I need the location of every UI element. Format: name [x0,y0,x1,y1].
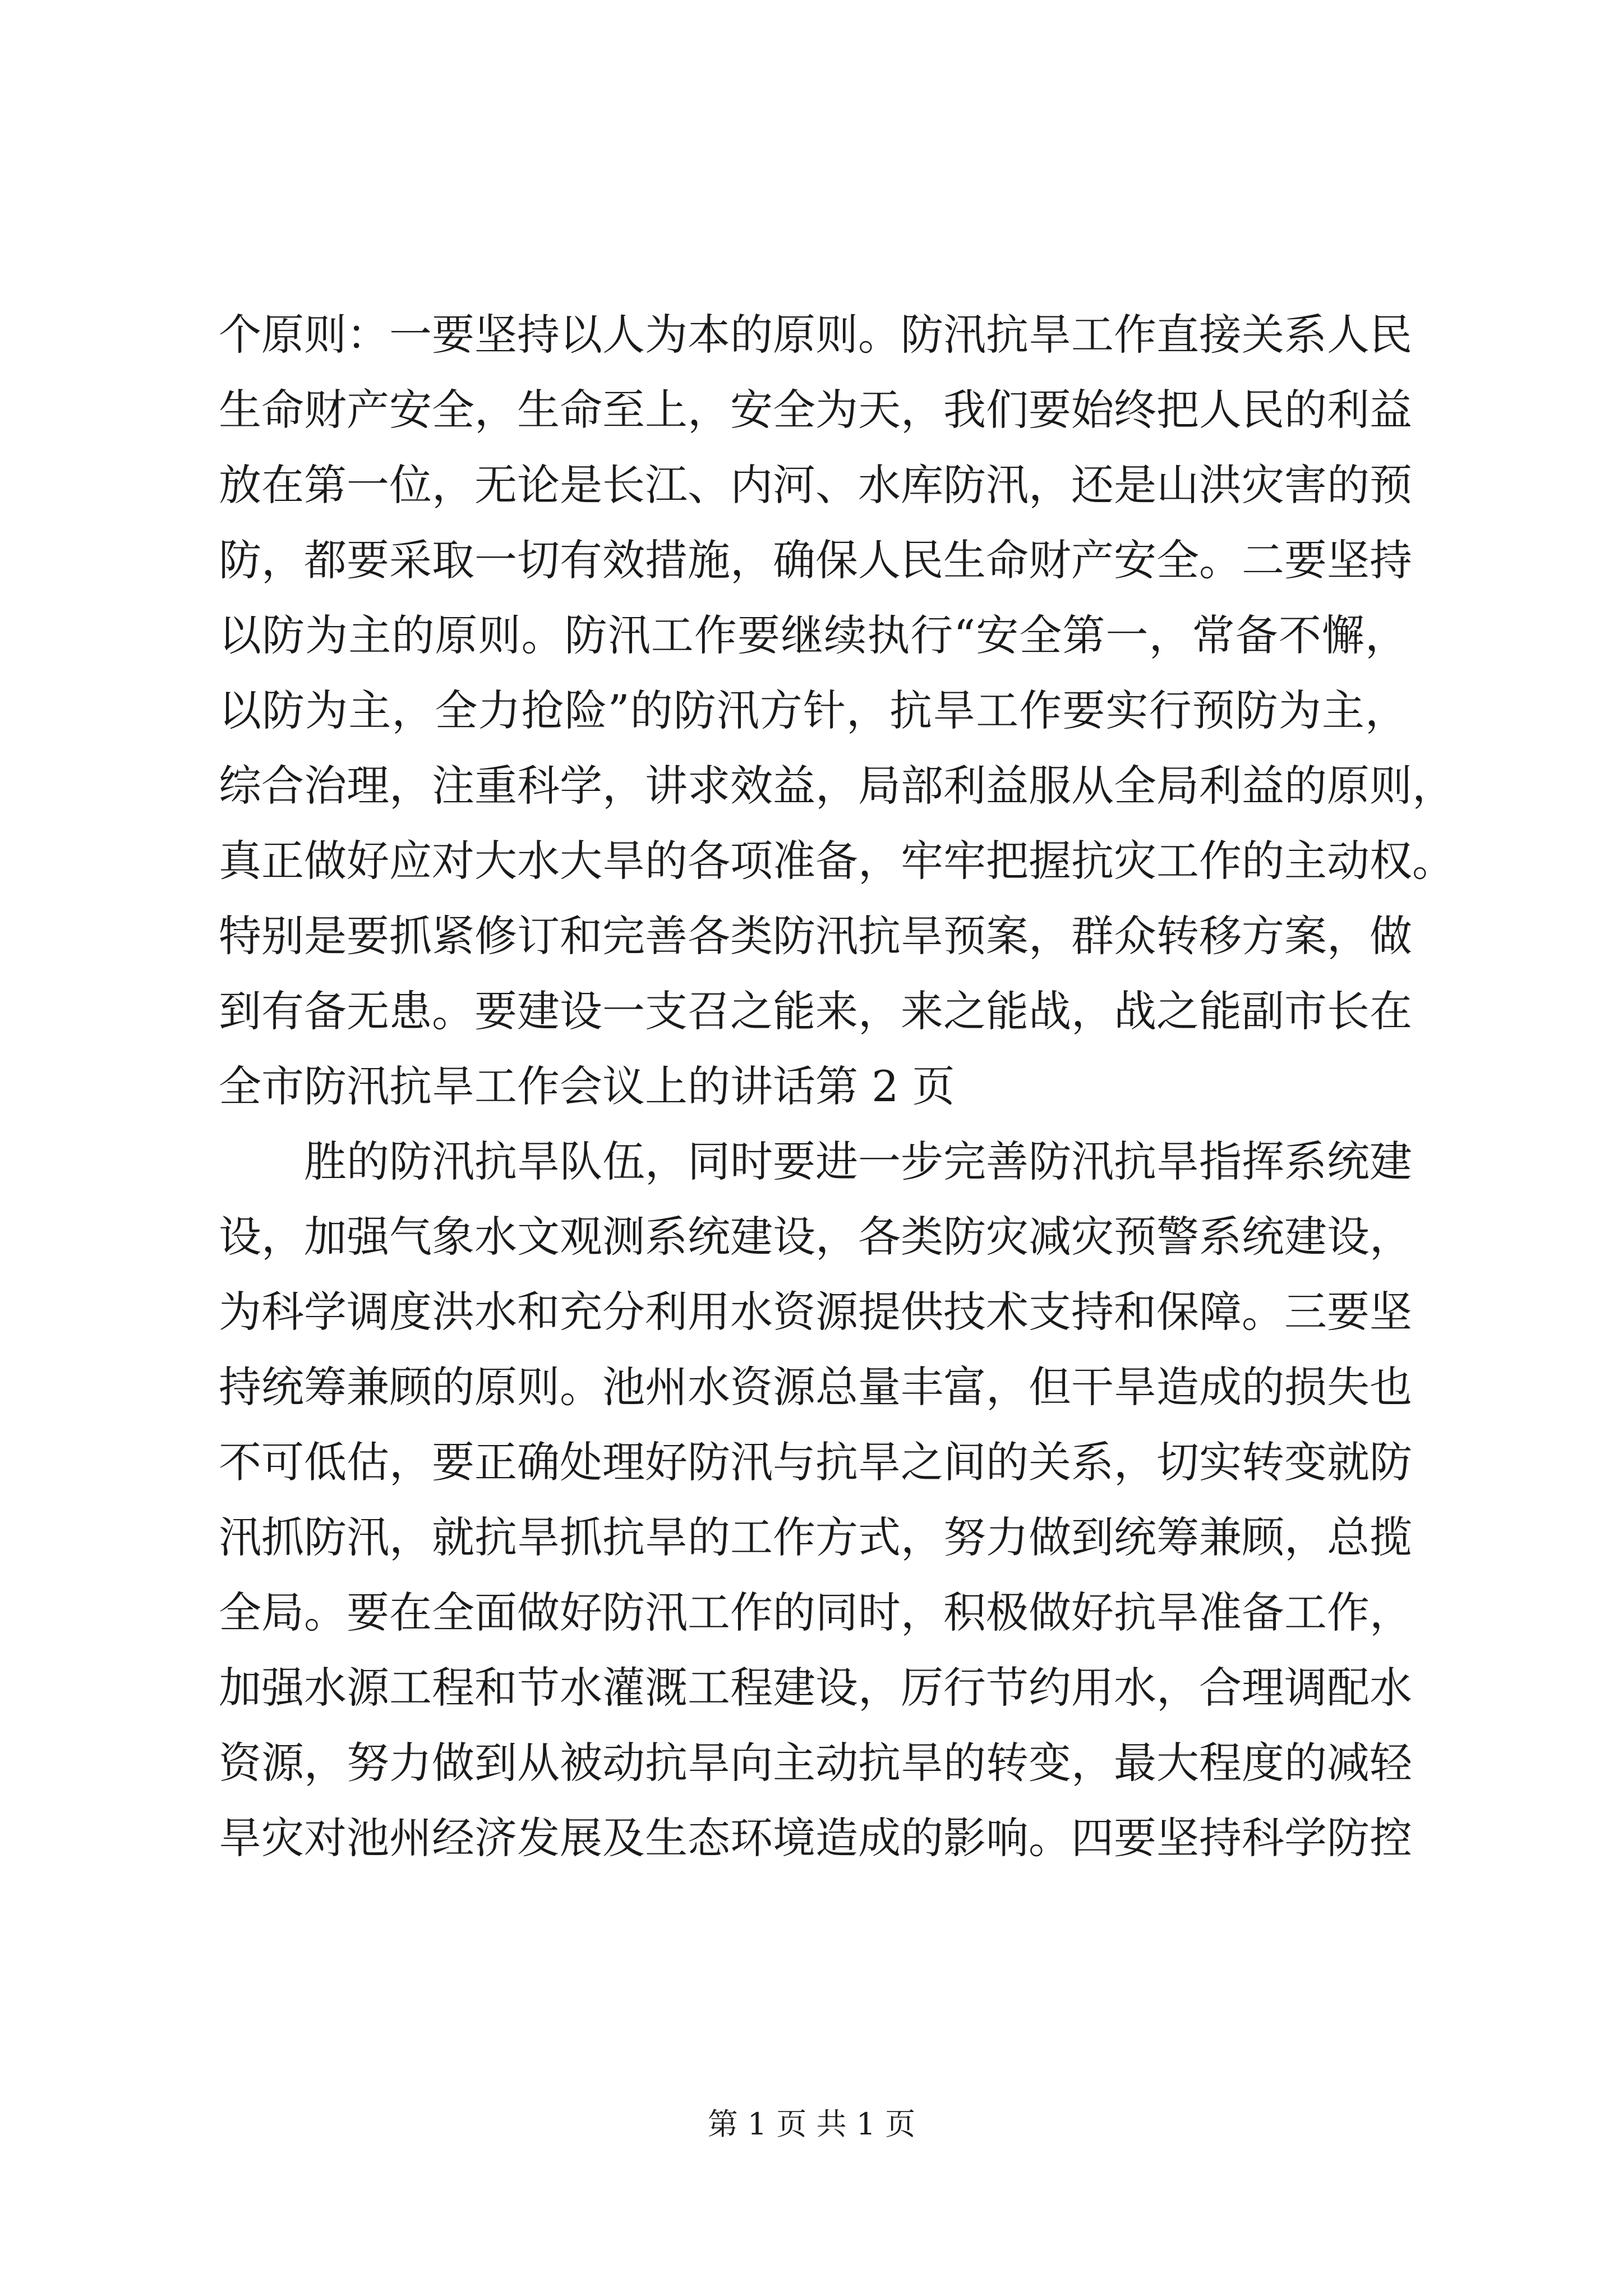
text-line: 真正做好应对大水大旱的各项准备，牢牢把握抗灾工作的主动权。 [219,836,1455,886]
text-line: 个原则：一要坚持以人为本的原则。防汛抗旱工作直接关系人民 [219,310,1412,360]
text-line: 综合治理，注重科学，讲求效益，局部利益服从全局利益的原则， [219,761,1455,811]
text-line: 不可低估，要正确处理好防汛与抗旱之间的关系，切实转变就防 [219,1437,1412,1487]
text-line: 设，加强气象水文观测系统建设，各类防灾减灾预警系统建设， [219,1212,1412,1262]
text-line: 防，都要采取一切有效措施，确保人民生命财产安全。二要坚持 [219,535,1412,585]
text-line: 生命财产安全，生命至上，安全为天，我们要始终把人民的利益 [219,385,1412,435]
text-line: 以防为主，全力抢险”的防汛方针，抗旱工作要实行预防为主， [219,685,1408,735]
text-line: 胜的防汛抗旱队伍，同时要进一步完善防汛抗旱指挥系统建 [304,1137,1412,1186]
text-line: 到有备无患。要建设一支召之能来，来之能战，战之能副市长在 [219,986,1412,1036]
text-line: 持统筹兼顾的原则。池州水资源总量丰富，但干旱造成的损失也 [219,1362,1412,1412]
text-line: 以防为主的原则。防汛工作要继续执行“安全第一，常备不懈， [219,610,1408,660]
text-line: 汛抓防汛，就抗旱抓抗旱的工作方式，努力做到统筹兼顾，总揽 [219,1512,1412,1562]
text-line: 资源，努力做到从被动抗旱向主动抗旱的转变，最大程度的减轻 [219,1738,1412,1788]
text-line: 全局。要在全面做好防汛工作的同时，积极做好抗旱准备工作， [219,1588,1412,1637]
text-line: 放在第一位，无论是长江、内河、水库防汛，还是山洪灾害的预 [219,460,1412,510]
text-line: 旱灾对池州经济发展及生态环境造成的影响。四要坚持科学防控 [219,1813,1412,1863]
text-line: 加强水源工程和节水灌溉工程建设，厉行节约用水，合理调配水 [219,1663,1412,1713]
page-footer [0,2105,1623,2144]
document-body [219,297,1455,1876]
paragraph-2 [219,1124,1412,1876]
paragraph-1 [219,297,1455,1124]
text-line: 全市防汛抗旱工作会议上的讲话第 2 页 [219,1061,955,1111]
page-number: 第 1 页 共 1 页 [707,2106,916,2142]
text-line: 为科学调度洪水和充分利用水资源提供技术支持和保障。三要坚 [219,1287,1412,1337]
text-line: 特别是要抓紧修订和完善各类防汛抗旱预案，群众转移方案，做 [219,911,1412,961]
